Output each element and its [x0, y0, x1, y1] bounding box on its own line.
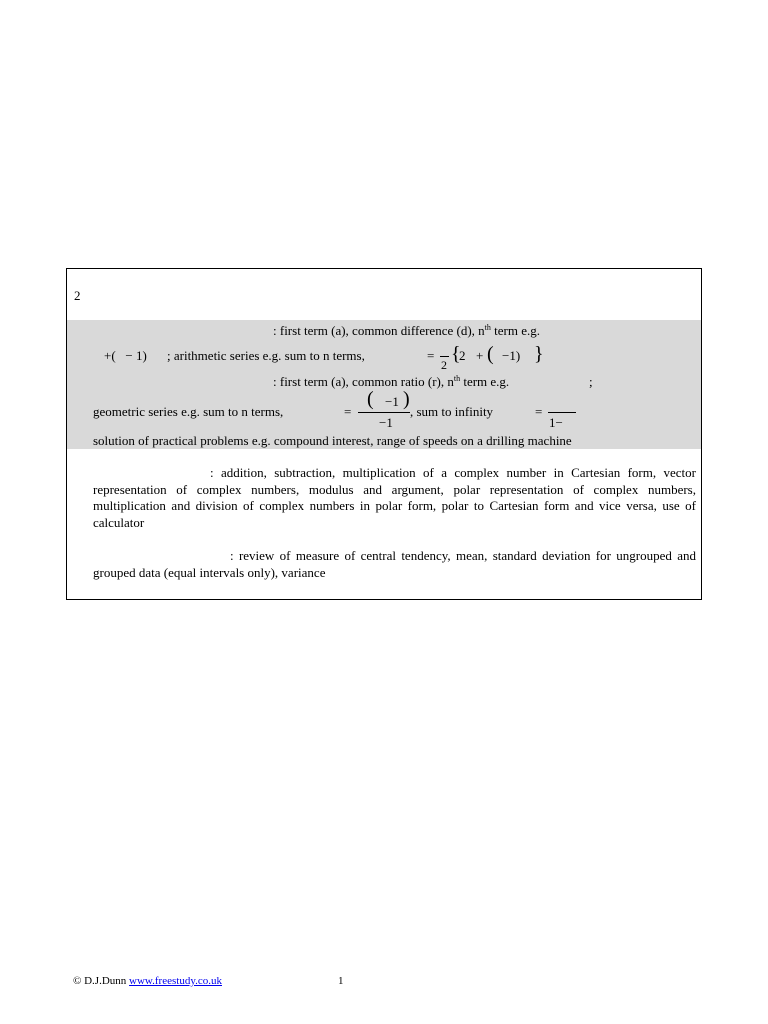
gp-inf-den: 1− [549, 415, 563, 430]
gp-num-minus1: −1 [385, 394, 399, 409]
ap-intro: : first term (a), common difference (d), $n^{th}$ term e.g. [273, 323, 540, 338]
ap-sum-two: 2 [459, 348, 466, 363]
ap-sum-minus1: −1) [502, 348, 521, 363]
gp-inf-eq: = [535, 404, 543, 419]
unit-number: 2 [74, 288, 81, 303]
gp-infinity-text: , sum to infinity [410, 404, 494, 419]
practical-problems: solution of practical problems e.g. compound interest, range of speeds on a drilling machine [93, 433, 572, 448]
ap-sum-plus: + [476, 348, 484, 363]
ap-brace-open: { [451, 343, 461, 365]
ap-sum-eq: = [427, 348, 435, 363]
ap-paren-open: ( [487, 343, 494, 365]
gp-num-paren-close: ) [403, 388, 410, 410]
ap-fraction-bar [440, 356, 449, 357]
content-box [66, 268, 702, 600]
gp-num-paren-open: ( [367, 388, 374, 410]
footer-copyright: © D.J.Dunn www.freestudy.co.uk [73, 975, 222, 987]
complex-numbers-paragraph: : addition, subtraction, multiplication of a complex number in Cartesian form, vector representation of complex numbers, modulus and argument, polar representation of complex numbers, multiplication and division of complex numbers in polar form, polar to Cartesian form and vice versa, use of calculator [93, 465, 696, 530]
gp-den: −1 [379, 415, 393, 430]
gp-sum-text: geometric series e.g. sum to n terms, [93, 404, 284, 419]
series-section [67, 320, 701, 449]
statistics-paragraph: : review of measure of central tendency, mean, standard deviation for ungrouped and grouped data (equal intervals only), variance [93, 548, 696, 580]
ap-fraction-den: 2 [441, 358, 447, 372]
gp-semicolon: ; [589, 374, 593, 389]
ap-sum-text: ; arithmetic series e.g. sum to n terms, [167, 348, 365, 363]
gp-sum-eq: = [344, 404, 352, 419]
page-number: 1 [338, 975, 344, 987]
gp-inf-fraction-bar [548, 412, 576, 413]
ap-nth-term: +( − 1) [104, 348, 147, 363]
footer-link[interactable]: www.freestudy.co.uk [129, 975, 222, 987]
gp-fraction-bar [358, 412, 410, 413]
ap-brace-close: } [534, 343, 544, 365]
gp-intro: : first term (a), common ratio (r), $n^{th}$ term e.g. [273, 374, 510, 389]
